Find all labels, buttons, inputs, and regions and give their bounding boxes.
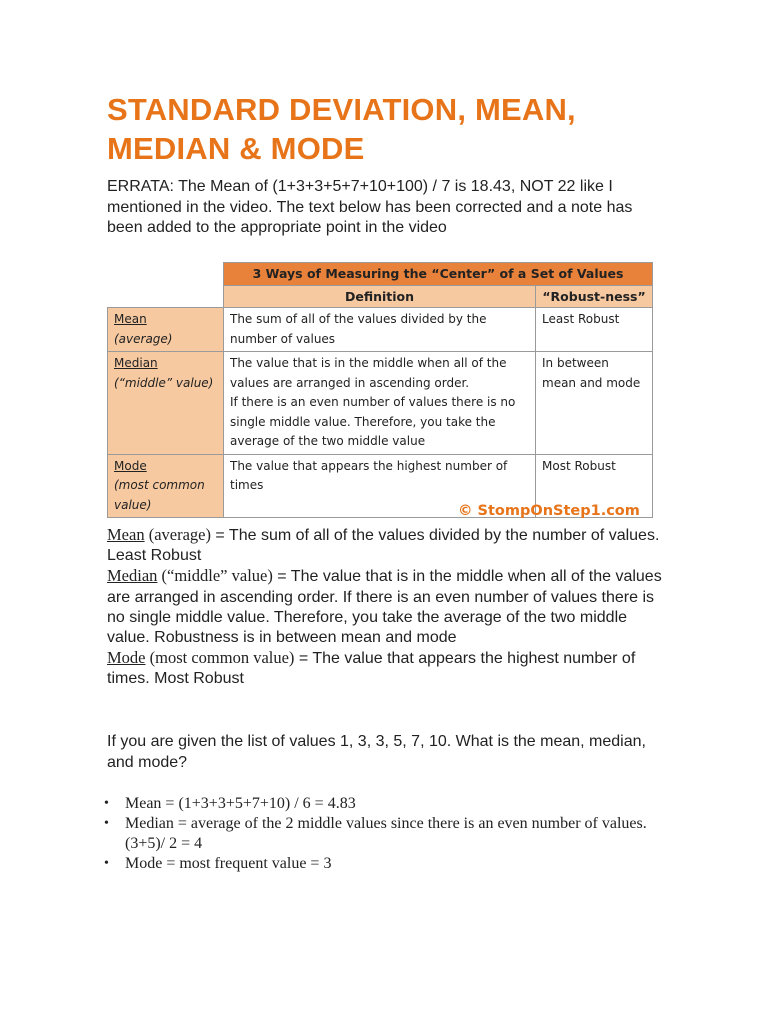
term-label: Mode xyxy=(114,458,147,473)
list-item: • Mode = most frequent value = 3 xyxy=(107,854,667,874)
row-head-mean xyxy=(108,308,224,352)
errata-note: ERRATA: The Mean of (1+3+3+5+7+10+100) / 7 is 18.43, NOT 22 like I mentioned in the video. The text below has been corrected and a note has been added to the appropriate point in the video xyxy=(107,178,633,236)
mode-text: = The value that appears the highest number of times. Most Robust xyxy=(107,650,636,688)
mean-text: = The sum of all of the values divided by the number of values. Least Robust xyxy=(107,527,660,565)
definition-text-2: If there is an even number of values there is no single middle value. Therefore, you take the average of the two middle value xyxy=(230,395,516,448)
definition-cell xyxy=(224,352,536,455)
definition-cell: The value that appears the highest number of times xyxy=(224,454,536,518)
term-sub: (“middle” value) xyxy=(114,375,214,390)
robustness-cell: Least Robust xyxy=(536,308,653,352)
table-corner xyxy=(108,285,224,308)
median-text: = The value that is in the middle when all of the values are arranged in ascending order. If there is an even number of values there is no single middle value. Therefore, you take the average of the two middle value. Robustness is in between mean and mode xyxy=(107,568,662,647)
term-sub: (most common value) xyxy=(114,478,205,512)
header-definition: Definition xyxy=(224,285,536,308)
mode-definition xyxy=(107,648,667,689)
term-label: Median xyxy=(114,356,158,370)
center-measures-table xyxy=(107,262,653,518)
median-paren: (“middle” value) xyxy=(157,566,273,586)
row-head-median xyxy=(108,352,224,455)
table-row xyxy=(108,308,653,352)
table-row xyxy=(108,352,653,455)
mode-term: Mode xyxy=(107,648,146,668)
median-definition xyxy=(107,566,667,648)
mode-paren: (most common value) xyxy=(145,648,295,668)
median-term: Median xyxy=(107,566,158,586)
page-title: STANDARD DEVIATION, MEAN, MEDIAN & MODE xyxy=(107,92,576,166)
answer-list xyxy=(107,794,667,874)
row-head-mode xyxy=(108,454,224,518)
list-item: • Median = average of the 2 middle values since there is an even number of values. (3+5)/ 2 = 4 xyxy=(107,814,667,854)
mean-term: Mean xyxy=(107,525,145,544)
mean-paren: (average) xyxy=(144,525,211,544)
table-corner xyxy=(108,263,224,286)
robustness-cell: In between mean and mode xyxy=(536,352,653,455)
table-caption: 3 Ways of Measuring the “Center” of a Set of Values xyxy=(224,263,653,286)
definitions-paragraph xyxy=(107,525,667,690)
term-label: Mean xyxy=(114,312,147,326)
term-sub: (average) xyxy=(114,331,173,346)
list-item: • Mean = (1+3+3+5+7+10) / 6 = 4.83 xyxy=(107,794,667,814)
header-robustness: “Robust-ness” xyxy=(536,285,653,308)
robustness-cell: Most Robust xyxy=(536,454,653,518)
example-question: If you are given the list of values 1, 3, 3, 5, 7, 10. What is the mean, median, and mode? xyxy=(107,733,646,771)
definition-text: The value that is in the middle when all of the values are arranged in ascending order. xyxy=(230,356,507,390)
copyright-credit: © StompOnStep1.com xyxy=(458,503,640,519)
definition-cell: The sum of all of the values divided by the number of values xyxy=(224,308,536,352)
mean-definition xyxy=(107,525,667,566)
